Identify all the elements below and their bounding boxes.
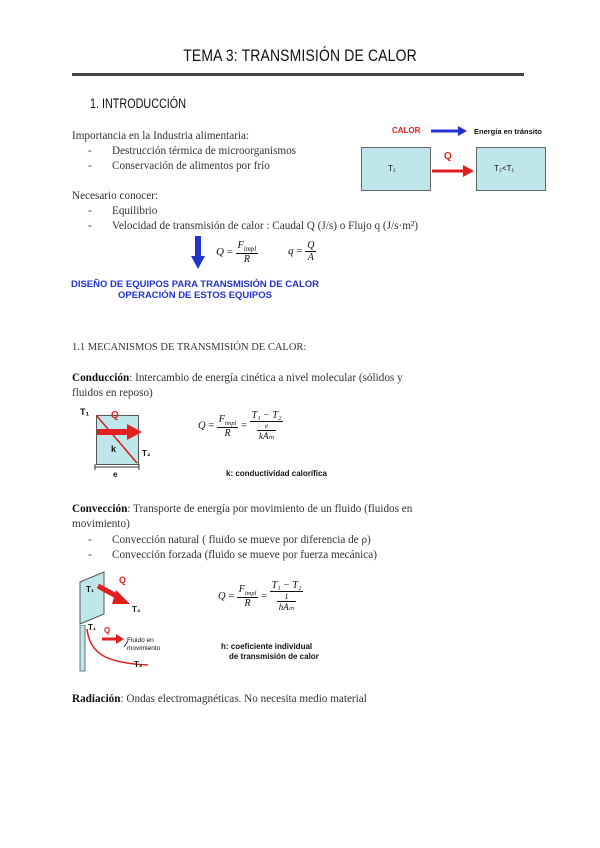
convection-text: : Transporte de energía por movimiento de un fluido (fluidos en movimiento) — [72, 503, 413, 530]
list-item: - Conservación de alimentos por frío — [88, 160, 270, 172]
design-caption-2: OPERACIÓN DE ESTOS EQUIPOS — [118, 290, 272, 301]
conv-t2-label: T₂ — [132, 605, 141, 614]
list-item-text: Destrucción térmica de microorganismos — [112, 145, 297, 157]
cond-e-label: e — [113, 470, 118, 479]
list-item-text: Convección natural ( fluido se mueve por diferencia de ρ) — [112, 534, 371, 546]
conduction-equation: Q = $\frac{F_{impl}}{R}$ = $\frac{\text{T₁ − T₂}}{\frac{e}{\text{kAₘ}}}$ — [198, 410, 282, 441]
convection-equation: Q = $\frac{F_{impl}}{R}$ = $\frac{\text{T₁ − T₂}}{\frac{1}{\text{hAₘ}}}$ — [218, 580, 302, 612]
design-caption-1: DISEÑO DE EQUIPOS PARA TRANSMISIÓN DE CALOR — [70, 279, 320, 290]
conduction-caption: k: conductividad calorífica — [226, 469, 327, 478]
conduction-label: Conducción — [72, 372, 130, 384]
conv-qb-label: Q — [104, 626, 111, 635]
conv-t2b-label: T₂ — [134, 660, 143, 669]
cond-q-label: Q — [111, 410, 119, 421]
t1-label: T₁ — [388, 164, 396, 173]
section-heading-mechanisms: 1.1 MECANISMOS DE TRANSMISIÓN DE CALOR: — [72, 342, 307, 353]
red-heat-arrow-icon — [431, 164, 475, 178]
list-item-text: Equilibrio — [112, 205, 158, 217]
cond-k-label: k — [111, 444, 117, 454]
list-item: - Convección forzada (fluido se mueve por fuerza mecánica) — [88, 549, 377, 561]
down-arrow-icon — [191, 236, 205, 270]
conduction-text: : Intercambio de energía cinética a nivel molecular (sólidos y fluidos en reposo) — [72, 372, 403, 399]
list-item: - Convección natural ( fluido se mueve por diferencia de ρ) — [88, 534, 371, 546]
conv-q-label: Q — [119, 575, 127, 585]
calor-label: CALOR — [392, 126, 421, 135]
t2-label: T₂<T₁ — [494, 164, 515, 173]
energy-transit-label: Energía en tránsito — [474, 127, 542, 136]
list-item-text: Velocidad de transmisión de calor : Caudal Q (J/s) o Flujo q (J/s·m²) — [112, 220, 418, 232]
title-divider — [72, 73, 524, 76]
radiation-text: : Ondas electromagnéticas. No necesita medio material — [120, 693, 367, 705]
convection-paragraph — [72, 502, 422, 532]
hot-body-box — [361, 147, 431, 191]
radiation-paragraph — [72, 692, 432, 707]
cond-t1-label: T₁ — [80, 407, 90, 417]
list-item: - Destrucción térmica de microorganismos — [88, 145, 297, 157]
page-title: TEMA 3: TRANSMISIÓN DE CALOR — [183, 46, 417, 65]
importance-text: Importancia en la Industria alimentaria: — [72, 130, 250, 142]
section-heading-intro: 1. INTRODUCCIÓN — [90, 96, 187, 111]
q-label: Q — [444, 151, 452, 162]
convection-label: Convección — [72, 503, 128, 515]
convection-caption-2: de transmisión de calor — [229, 652, 319, 661]
radiation-label: Radiación — [72, 693, 121, 705]
cond-t2-label: T₂ — [142, 449, 151, 458]
conv-t1-label: T₁ — [86, 585, 95, 594]
necessary-text: Necesario conocer: — [72, 190, 159, 202]
list-item-text: Convección forzada (fluido se mueve por fuerza mecánica) — [112, 549, 377, 561]
conduction-paragraph — [72, 371, 422, 401]
list-item: - Equilibrio — [88, 205, 158, 217]
cond-heat-arrow-icon — [95, 422, 143, 442]
conv-t1b-label: T₁ — [88, 623, 97, 632]
list-item: - Velocidad de transmisión de calor : Caudal Q (J/s) o Flujo q (J/s·m²) — [88, 220, 418, 232]
convection-caption-1: h: coeficiente individual — [221, 642, 313, 651]
fluid-label: Fluido en movimiento — [127, 637, 161, 652]
list-item-text: Conservación de alimentos por frío — [112, 160, 270, 172]
blue-arrow-icon — [430, 125, 468, 137]
equation-heat-flow: Q = $\frac{F_{impl}}{R}$ — [216, 240, 257, 265]
equation-heat-flux: q = $\frac{Q}{A}$ — [288, 240, 315, 263]
